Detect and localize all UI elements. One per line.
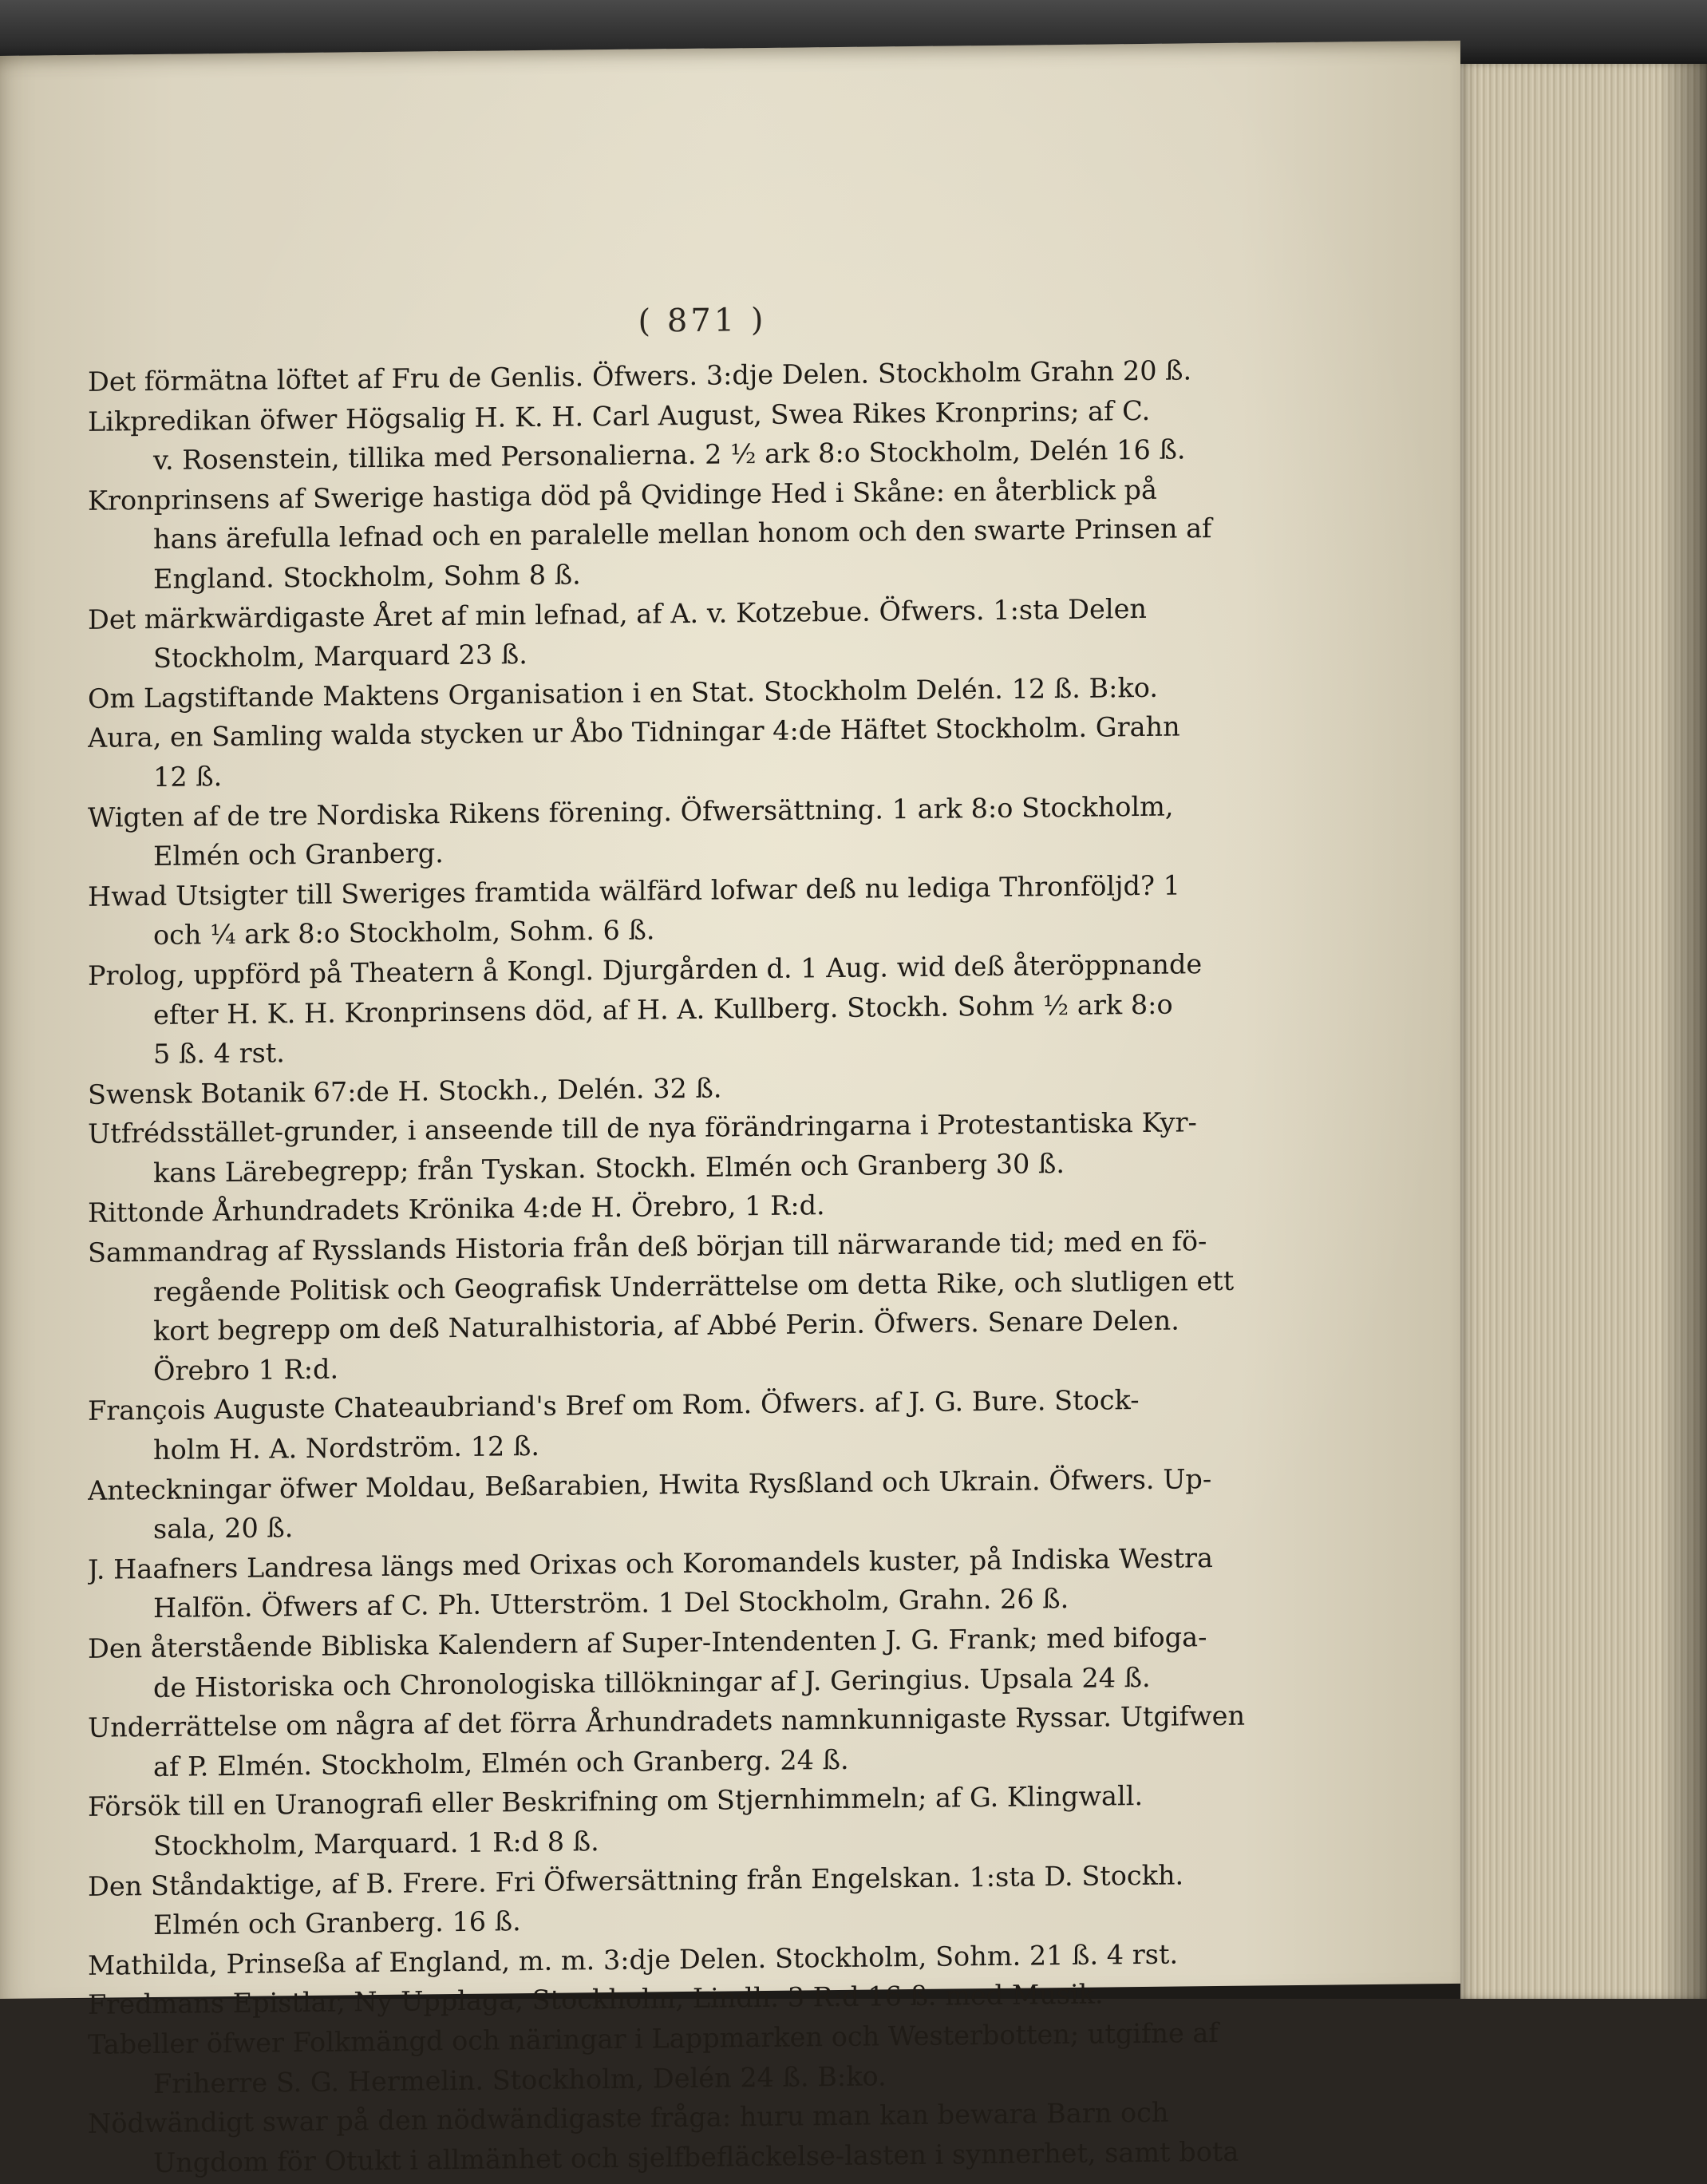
text-line: holm H. A. Nordström. 12 ß.	[153, 1430, 540, 1466]
text-line: de Historiska och Chronologiska tillökningar af J. Geringius. Upsala 24 ß.	[153, 1661, 1151, 1703]
text-line: regående Politisk och Geografisk Underrättelse om detta Rike, och slutligen ett	[153, 1264, 1235, 1308]
text-line: Elmén och Granberg.	[153, 837, 444, 872]
text-line: Stockholm, Marquard 23 ß.	[153, 639, 528, 675]
text-line: kans Lärebegrepp; från Tyskan. Stockh. Elmén och Granberg 30 ß.	[153, 1147, 1065, 1189]
text-line: v. Rosenstein, tillika med Personalierna. 2 ½ ark 8:o Stockholm, Delén 16 ß.	[153, 433, 1186, 477]
text-line: Den återstående Bibliska Kalendern af Super-Intendenten J. G. Frank; med bifoga-	[88, 1621, 1207, 1664]
text-line: kort begrepp om deß Naturalhistoria, af Abbé Perin. Öfwers. Senare Delen.	[153, 1304, 1179, 1347]
text-line: och ¼ ark 8:o Stockholm, Sohm. 6 ß.	[153, 914, 655, 952]
text-line: Försök till en Uranografi eller Beskrifning om Stjernhimmeln; af G. Klingwall.	[88, 1780, 1144, 1823]
text-line: 5 ß. 4 rst.	[153, 1037, 285, 1070]
text-line: Kronprinsens af Swerige hastiga död på Qvidinge Hed i Skåne: en återblick på	[88, 473, 1157, 516]
text-line: Örebro 1 R:d.	[153, 1353, 339, 1387]
text-line: J. Haafners Landresa längs med Orixas och Koromandels kuster, på Indiska Westra	[88, 1541, 1214, 1585]
text-line: Anteckningar öfwer Moldau, Beßarabien, Hwita Rysßland och Ukrain. Öfwers. Up-	[88, 1462, 1212, 1506]
text-line: Elmén och Granberg. 16 ß.	[153, 1905, 521, 1941]
text-line: Wigten af de tre Nordiska Rikens förening. Öfwersättning. 1 ark 8:o Stockholm,	[88, 790, 1174, 833]
book-page	[0, 41, 1460, 2178]
text-line: Swensk Botanik 67:de H. Stockh., Delén. 32 ß.	[88, 1072, 722, 1110]
text-line: Stockholm, Marquard. 1 R:d 8 ß.	[153, 1826, 599, 1862]
text-line: sala, 20 ß.	[153, 1512, 294, 1545]
text-line: François Auguste Chateaubriand's Bref om Rom. Öfwers. af J. G. Bure. Stock-	[88, 1384, 1140, 1427]
text-line: Aura, en Samling walda stycken ur Åbo Tidningar 4:de Häftet Stockholm. Grahn	[88, 710, 1180, 754]
text-line: efter H. K. H. Kronprinsens död, af H. A. Kullberg. Stockh. Sohm ½ ark 8:o	[153, 988, 1173, 1031]
text-line: af P. Elmén. Stockholm, Elmén och Granberg. 24 ß.	[153, 1743, 849, 1782]
text-line: Nödwändigt swar på den nödwändigaste fråga: huru man kan bewara Barn och	[88, 2096, 1169, 2139]
page-number: ( 871 )	[638, 301, 767, 340]
text-line: Halfön. Öfwers af C. Ph. Utterström. 1 Del Stockholm, Grahn. 26 ß.	[153, 1583, 1069, 1624]
text-line: Om Lagstiftande Maktens Organisation i en Stat. Stockholm Delén. 12 ß. B:ko.	[88, 671, 1158, 714]
text-line: Det märkwärdigaste Året af min lefnad, af A. v. Kotzebue. Öfwers. 1:sta Delen	[88, 592, 1147, 635]
text-line: Den Ståndaktige, af B. Frere. Fri Öfwersättning från Engelskan. 1:sta D. Stockh.	[88, 1859, 1184, 1902]
text-line: Utfrédsstället-grunder, i anseende till de nya förändringarna i Protestantiska Kyr-	[88, 1106, 1197, 1150]
bibliography-text	[88, 350, 1317, 2183]
text-line: Det förmätna löftet af Fru de Genlis. Öfwers. 3:dje Delen. Stockholm Grahn 20 ß.	[88, 354, 1192, 398]
text-line: hans ärefulla lefnad och en paralelle mellan honom och den swarte Prinsen af	[153, 512, 1212, 556]
text-line: Fredmans Epistlar, Ny Upplaga, Stockholm, Lindh. 3 R:d 16 ß. med Musik.	[88, 1978, 1104, 2021]
text-line: Underrättelse om några af det förra Århundradets namnkunnigaste Ryssar. Utgifwen	[88, 1699, 1246, 1744]
text-line: Sammandrag af Rysslands Historia från deß början till närwarande tid; med en fö-	[88, 1225, 1207, 1268]
text-line: Tabeller öfwer Folkmängd och näringar i Lappmarken och Westerbotten; utgifne af	[88, 2016, 1219, 2060]
page-edge-shadow	[1660, 64, 1707, 1999]
text-line: Likpredikan öfwer Högsalig H. K. H. Carl August, Swea Rikes Kronprins; af C.	[88, 394, 1151, 437]
text-line: Ungdom för Otukt i allmänhet och sjelfbefläckelse-lasten i synnerhet, samt bota	[153, 2135, 1239, 2178]
text-line: Friherre S. G. Hermelin. Stockholm, Delén 24 ß. B:ko.	[153, 2059, 887, 2099]
text-line: 12 ß.	[153, 761, 223, 793]
text-line: England. Stockholm, Sohm 8 ß.	[153, 559, 581, 595]
text-line: Hwad Utsigter till Sweriges framtida wälfärd lofwar deß nu lediga Thronföljd? 1	[88, 869, 1180, 912]
text-line: Rittonde Århundradets Krönika 4:de H. Örebro, 1 R:d.	[88, 1189, 825, 1229]
text-line: Mathilda, Prinseßa af England, m. m. 3:dje Delen. Stockholm, Sohm. 21 ß. 4 rst.	[88, 1938, 1179, 1981]
text-line: Prolog, uppförd på Theatern å Kongl. Djurgården d. 1 Aug. wid deß återöppnande	[88, 948, 1203, 991]
